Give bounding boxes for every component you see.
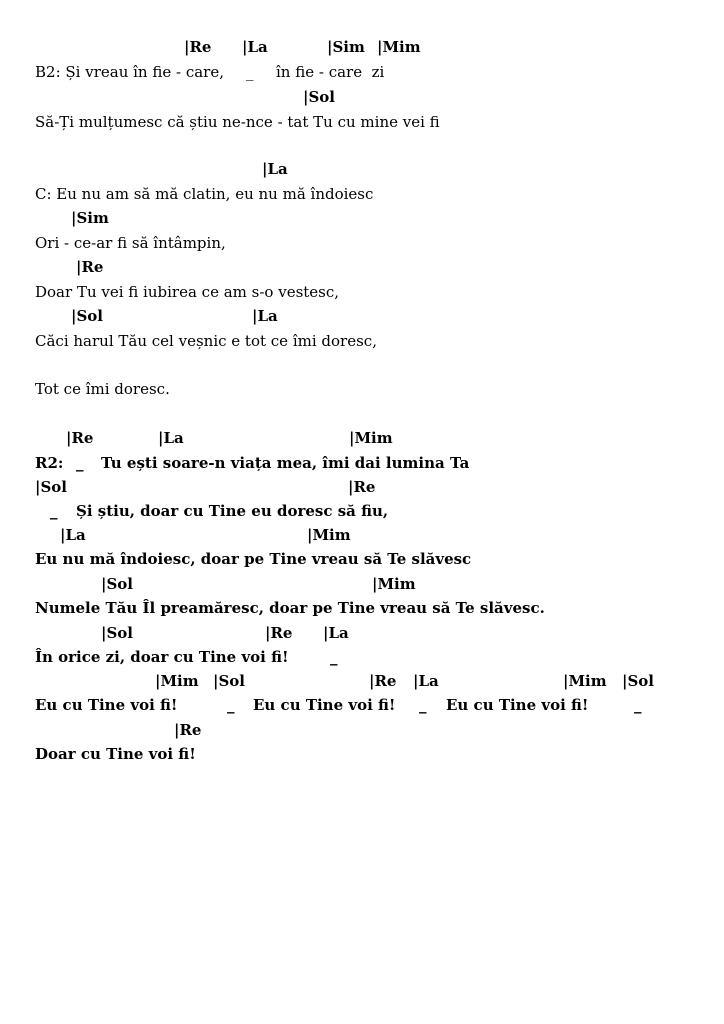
lyric-line: Eu cu Tine voi fi! [253, 696, 396, 714]
lyric-line: Căci harul Tău cel veșnic e tot ce îmi doresc, [35, 332, 377, 350]
lyric-line: Tot ce îmi doresc. [35, 380, 170, 398]
lyric-blank: _ [50, 502, 58, 520]
chord: |Mim [155, 672, 199, 690]
chord: |La [242, 38, 268, 56]
chord: |Sol [71, 307, 103, 325]
lyric-blank: _ [634, 696, 642, 714]
chord: |La [252, 307, 278, 325]
lyric-line: B2: Și vreau în fie - care, [35, 63, 224, 81]
chord: |Mim [307, 526, 351, 544]
chord: |Re [348, 478, 376, 496]
chord: |Sol [622, 672, 654, 690]
chord: |Sol [35, 478, 67, 496]
chord: |Sim [71, 209, 109, 227]
chord: |Re [174, 721, 202, 739]
lyric-line: Să-Ți mulțumesc că știu ne-nce - tat Tu cu mine vei fi [35, 113, 440, 131]
lyric-line: În orice zi, doar cu Tine voi fi! [35, 648, 289, 666]
chord: |Sol [213, 672, 245, 690]
chord: |Sol [303, 88, 335, 106]
chord: |La [158, 429, 184, 447]
chord: |Re [369, 672, 397, 690]
lyric-blank: _ [330, 648, 338, 666]
chord: |Re [184, 38, 212, 56]
chord: |Sim [327, 38, 365, 56]
lyric-blank: _ [76, 454, 84, 472]
chord: |Mim [377, 38, 421, 56]
chord: |La [323, 624, 349, 642]
chord: |La [60, 526, 86, 544]
lyric-line: Eu cu Tine voi fi! [35, 696, 178, 714]
chord: |La [262, 160, 288, 178]
lyric-line: în fie - care zi [276, 63, 385, 81]
chord: |Re [66, 429, 94, 447]
chord: |La [413, 672, 439, 690]
lyric-blank: _ [246, 63, 254, 81]
lyric-line: Tu ești soare-n viața mea, îmi dai lumina Ta [101, 454, 470, 472]
lyric-line: C: Eu nu am să mă clatin, eu nu mă îndoiesc [35, 185, 374, 203]
chord: |Re [76, 258, 104, 276]
lyric-blank: _ [419, 696, 427, 714]
lyric-line: Doar cu Tine voi fi! [35, 745, 196, 763]
chord: |Sol [101, 575, 133, 593]
chord: |Mim [349, 429, 393, 447]
lyric-blank: _ [227, 696, 235, 714]
chord: |Mim [372, 575, 416, 593]
lyric-label: R2: [35, 454, 64, 472]
lyric-line: Eu cu Tine voi fi! [446, 696, 589, 714]
chord: |Sol [101, 624, 133, 642]
chord: |Mim [563, 672, 607, 690]
chord: |Re [265, 624, 293, 642]
lyric-line: Și știu, doar cu Tine eu doresc să fiu, [76, 502, 389, 520]
lyric-line: Numele Tău Îl preamăresc, doar pe Tine vreau să Te slăvesc. [35, 599, 545, 617]
lyric-line: Doar Tu vei fi iubirea ce am s-o vestesc, [35, 283, 340, 301]
lyric-line: Ori - ce-ar fi să întâmpin, [35, 234, 226, 252]
lyric-line: Eu nu mă îndoiesc, doar pe Tine vreau să Te slăvesc [35, 550, 472, 568]
